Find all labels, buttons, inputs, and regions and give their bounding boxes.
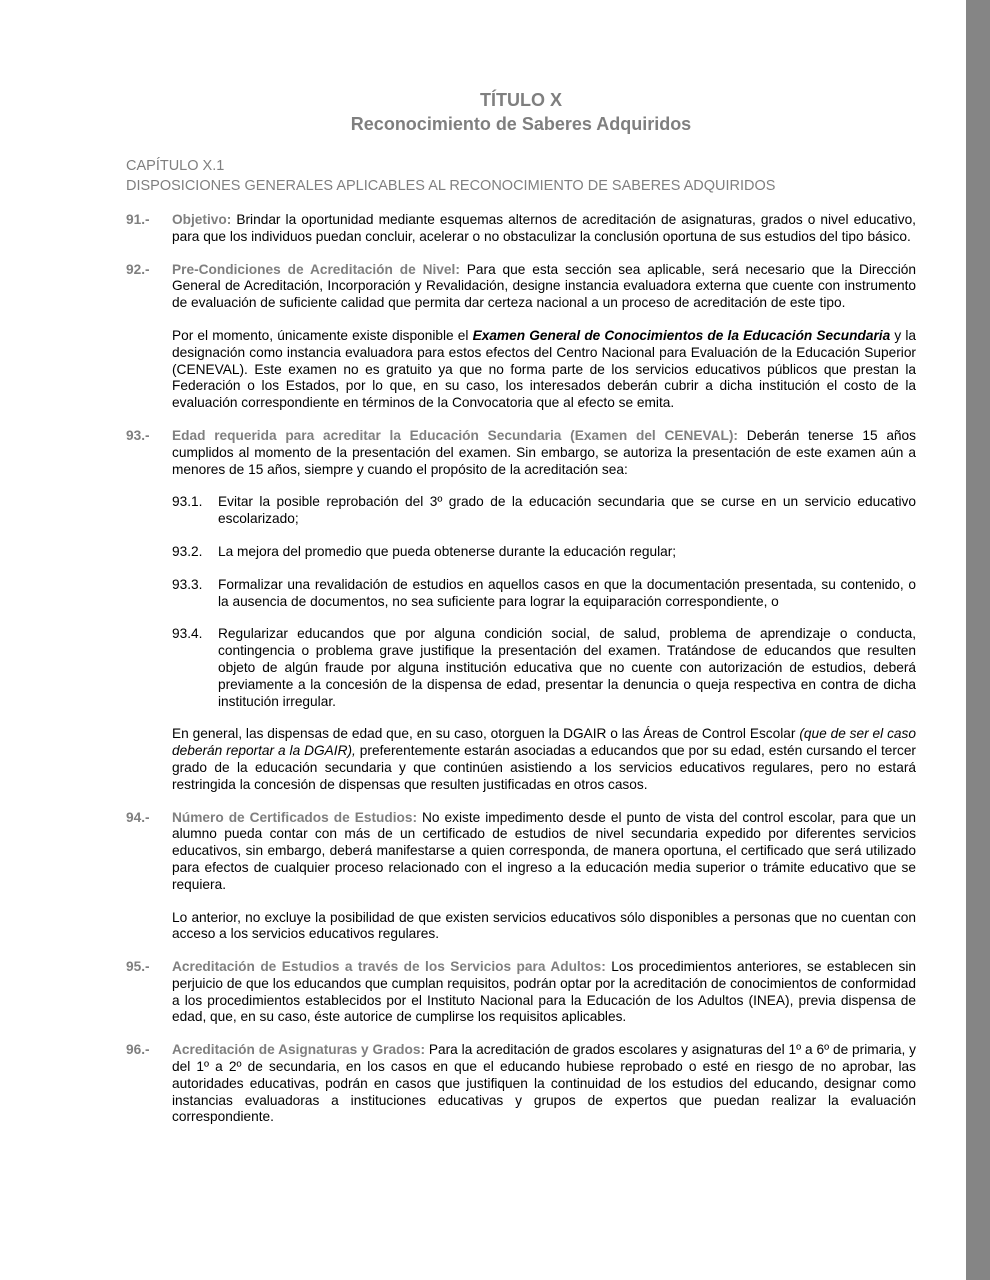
section-body xyxy=(172,428,916,794)
section-paragraph xyxy=(172,726,916,793)
paragraph-italic: (que de ser el caso deberán reportar a la DGAIR), xyxy=(172,726,916,759)
list-item-text: Formalizar una revalidación de estudios en aquellos casos en que la documentación presentada, su contenido, o la ausencia de documentos, no sea suficiente para lograr la equiparación correspondiente, o xyxy=(218,576,916,609)
chapter-heading xyxy=(126,156,916,196)
chapter-number: CAPÍTULO X.1 xyxy=(126,158,225,174)
section-text: Deberán tenerse 15 años cumplidos al momento de la presentación del examen. Sin embargo, se autoriza la presentación de este examen aún a menores de 15 años, siempre y cuando el propósito de la acreditación sea: xyxy=(172,427,916,477)
section-lead: Objetivo: xyxy=(172,212,232,227)
list-item xyxy=(172,626,916,710)
section-92 xyxy=(126,262,916,412)
section-number: 96.- xyxy=(126,1042,150,1058)
list-item-text: Regularizar educandos que por alguna condición social, de salud, problema de aprendizaje o conducta, contingencia o problema grave justifique la presentación del examen. Tratándose de educandos que resulten objeto de algún fraude por alguna institución educativa que no cuente con autorización de estudios, deberá previamente a la concesión de la dispensa de edad, presentar la denuncia o queja respectiva en contra de dicha institución irregular. xyxy=(218,626,916,709)
section-lead: Edad requerida para acreditar la Educación Secundaria (Examen del CENEVAL): xyxy=(172,427,738,443)
section-body xyxy=(172,1042,916,1126)
list-item xyxy=(172,494,916,528)
paragraph-text: En general, las dispensas de edad que, en su caso, otorguen la DGAIR o las Áreas de Control Escolar xyxy=(172,726,800,742)
section-text: Brindar la oportunidad mediante esquemas alternos de acreditación de asignaturas, grados o nivel educativo, para que los individuos puedan concluir, acelerar o no obstaculizar la conclusión oportuna de sus estudios del tipo básico. xyxy=(172,212,916,244)
title-line: TÍTULO X xyxy=(480,90,562,110)
document-page xyxy=(126,88,916,1126)
section-text: Para que esta sección sea aplicable, será necesario que la Dirección General de Acreditación, Incorporación y Revalidación, designe instancia evaluadora externa que cuente con instrumento de evaluación de suficiente calidad que permita dar certeza nacional a un proceso de acreditación de este tipo. xyxy=(172,261,916,311)
list-item-text: La mejora del promedio que pueda obtenerse durante la educación regular; xyxy=(218,543,677,559)
list-item-number: 93.2. xyxy=(172,543,203,559)
section-95 xyxy=(126,959,916,1026)
section-93 xyxy=(126,428,916,794)
section-lead: Acreditación de Estudios a través de los Servicios para Adultos: xyxy=(172,959,606,975)
section-text: No existe impedimento desde el punto de vista del control escolar, para que un alumno pueda contar con más de un certificado de estudios de nivel secundaria expedido por diferentes servicios educativos, sin embargo, deberá manifestarse a quien corresponda, de manera oportuna, el certificado que será utilizado para efectos de cualquier proceso relacionado con el ingreso a la educación media superior o trámite educativo que se requiera. xyxy=(172,809,916,892)
section-text: Los procedimientos anteriores, se establecen sin perjuicio de que los educandos que cumplan requisitos, podrán optar por la acreditación de conocimientos de conformidad a los procedimientos establecidos por el Instituto Nacional para la Educación de los Adultos (INEA), previa dispensa de edad, que, en su caso, éste autorice de cumplirse los requisitos aplicables. xyxy=(172,959,917,1025)
section-number: 94.- xyxy=(126,809,150,825)
section-number: 93.- xyxy=(126,427,150,443)
section-94 xyxy=(126,810,916,944)
section-lead: Número de Certificados de Estudios: xyxy=(172,809,418,825)
section-body xyxy=(172,262,916,412)
paragraph-text: y la designación como instancia evaluadora para estos efectos del Centro Nacional para Evaluación de la Educación Superior (CENEVAL). Este examen no es gratuito ya que no forma parte de los servicios educativos públicos que prestan la Federación o los Estados, por lo que, en su caso, los interesados deberán cubrir a dicha institución el costo de la evaluación correspondiente en términos de la Convocatoria que al efecto se emita. xyxy=(172,327,917,411)
paragraph-text: preferentemente estarán asociadas a educandos que por su edad, estén cursando el tercer grado de la educación secundaria y que continúen asistiendo a los servicios educativos regulares, pero no estará restringida la concesión de dispensas que resulten justificadas en otros casos. xyxy=(172,743,916,792)
exam-name: Examen General de Conocimientos de la Educación Secundaria xyxy=(472,327,891,343)
section-paragraph xyxy=(172,328,916,412)
section-number: 95.- xyxy=(126,959,150,975)
section-text: Para la acreditación de grados escolares y asignaturas del 1º a 6º de primaria, y del 1º a 2º de secundaria, en los casos en que el educando hubiese reprobado o esté en riesgo de no aprobar, las autoridades educativas, podrán en casos que justifiquen la continuidad de los estudios del educando, designar como instancias evaluadoras a instituciones educativas y grupos de expertos que puedan realizar la evaluación correspondiente. xyxy=(172,1042,916,1125)
list-item-number: 93.1. xyxy=(172,494,203,510)
list-item xyxy=(172,544,916,561)
chapter-title: DISPOSICIONES GENERALES APLICABLES AL RECONOCIMIENTO DE SABERES ADQUIRIDOS xyxy=(126,178,776,194)
subtitle-line: Reconocimiento de Saberes Adquiridos xyxy=(350,114,692,134)
list-item-number: 93.4. xyxy=(172,626,203,642)
section-number: 92.- xyxy=(126,261,150,277)
section-body xyxy=(172,212,916,246)
section-96 xyxy=(126,1042,916,1126)
section-body xyxy=(172,959,916,1026)
section-number: 91.- xyxy=(126,212,150,227)
section-lead: Pre-Condiciones de Acreditación de Nivel: xyxy=(172,261,460,277)
section-lead: Acreditación de Asignaturas y Grados: xyxy=(172,1042,426,1058)
section-91 xyxy=(126,212,916,246)
list-item-number: 93.3. xyxy=(172,576,203,592)
section-body xyxy=(172,810,916,944)
list-item-text: Evitar la posible reprobación del 3º grado de la educación secundaria que se curse en un servicio educativo escolarizado; xyxy=(218,494,916,527)
section-paragraph: Lo anterior, no excluye la posibilidad de que existen servicios educativos sólo disponibles a personas que no cuentan con acceso a los servicios educativos regulares. xyxy=(172,909,916,942)
paragraph-text: Por el momento, únicamente existe disponible el xyxy=(172,327,473,343)
scrollbar[interactable] xyxy=(966,0,990,1280)
list-item xyxy=(172,577,916,611)
document-title xyxy=(126,88,916,136)
